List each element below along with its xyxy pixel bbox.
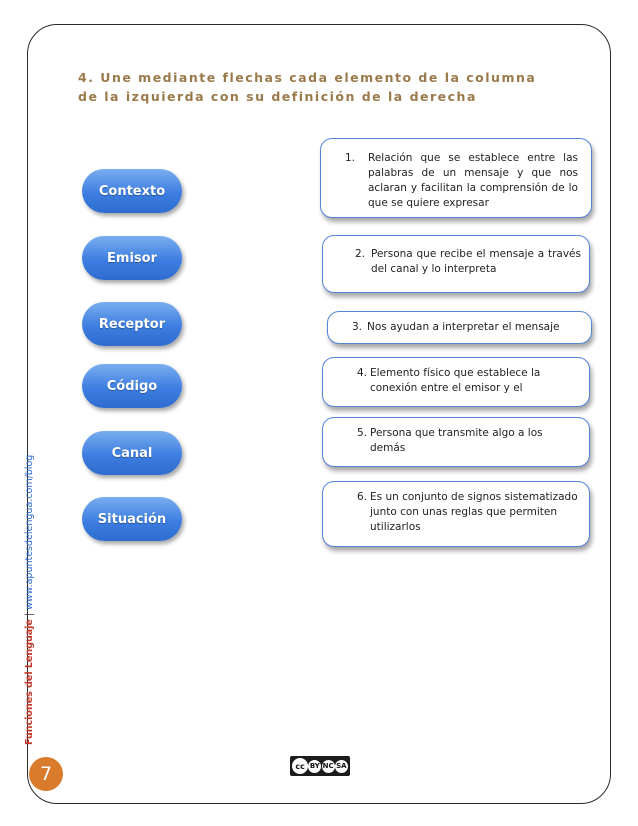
sidebar-url: www.apuntesdelengua.com/blog (24, 454, 35, 610)
definition-number: 3. (352, 321, 363, 333)
attribution-icon: BY (308, 760, 321, 773)
term-button-contexto[interactable]: Contexto (82, 169, 182, 213)
term-button-situacion[interactable]: Situación (82, 497, 182, 541)
sharealike-icon: SA (335, 760, 348, 773)
sidebar-caption (24, 445, 35, 745)
definition-number: 6. (357, 491, 368, 503)
definition-text: Persona que transmite algo a los demás (370, 427, 543, 454)
sidebar-title: Funciones del Lenguaje (24, 619, 35, 745)
definition-box-6[interactable] (322, 481, 590, 547)
definition-text: Relación que se establece entre las palabras de un mensaje y que nos aclaran y facilitan la comprensión de lo que se quiere expresar (368, 152, 578, 209)
definition-number: 1. (345, 152, 356, 164)
definition-text: Nos ayudan a interpretar el mensaje (367, 321, 560, 333)
definition-box-1[interactable] (320, 138, 592, 218)
definition-box-4[interactable] (322, 357, 590, 407)
noncommercial-icon: NC (322, 760, 335, 773)
exercise-title: 4. Une mediante flechas cada elemento de la columna de la izquierda con su definición de la derecha (78, 70, 537, 104)
definition-box-2[interactable] (322, 235, 590, 293)
definition-text: Es un conjunto de signos sistematizado junto con unas reglas que permiten utilizarlos (370, 491, 578, 533)
definition-number: 4. (357, 367, 368, 379)
sidebar-separator: | (24, 612, 35, 617)
creative-commons-license-icon (290, 756, 350, 776)
cc-icon: cc (292, 758, 308, 774)
definition-box-3[interactable] (327, 311, 592, 344)
page-number-badge: 7 (29, 757, 63, 791)
term-button-receptor[interactable]: Receptor (82, 302, 182, 346)
term-button-emisor[interactable]: Emisor (82, 236, 182, 280)
term-button-canal[interactable]: Canal (82, 431, 182, 475)
definition-text: Elemento físico que establece la conexión entre el emisor y el (370, 367, 541, 394)
definition-number: 2. (355, 248, 366, 260)
definition-number: 5. (357, 427, 368, 439)
term-button-codigo[interactable]: Código (82, 364, 182, 408)
definition-text: Persona que recibe el mensaje a través del canal y lo interpreta (371, 248, 581, 275)
definition-box-5[interactable] (322, 417, 590, 467)
